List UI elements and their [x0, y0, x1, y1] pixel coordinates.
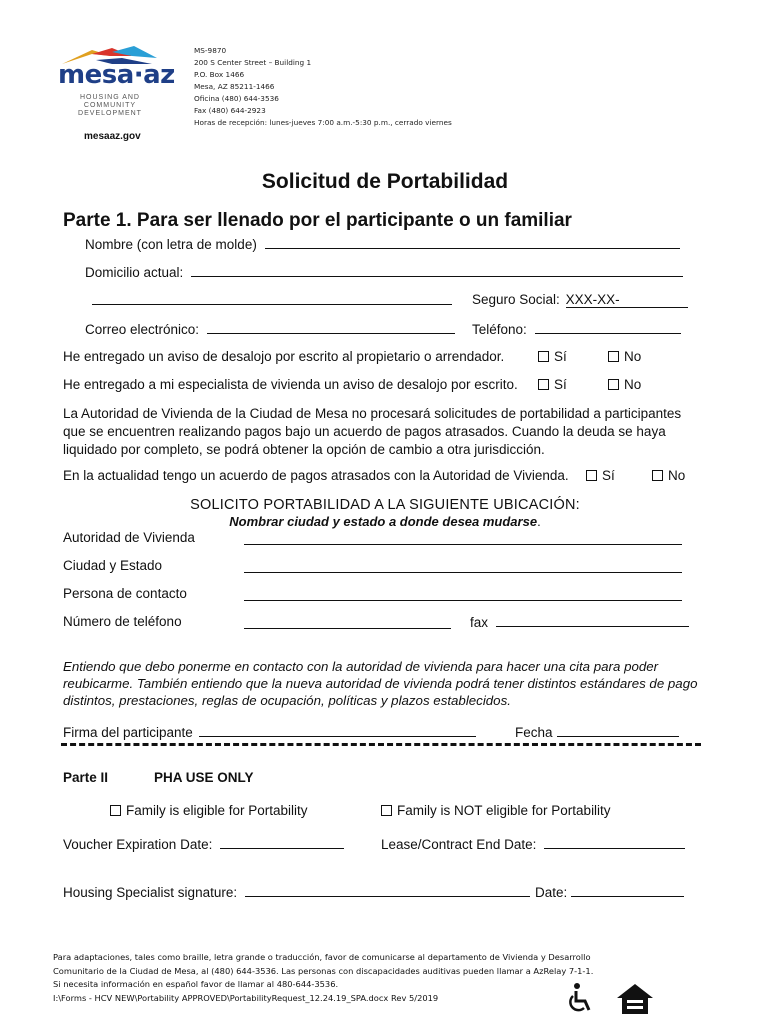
website-link[interactable]: mesaaz.gov [84, 131, 141, 142]
address-line: Oficina (480) 644-3536 [194, 94, 279, 103]
specialist-date-label: Date: [535, 885, 568, 900]
contact-field[interactable] [244, 588, 682, 601]
fax-row [470, 614, 689, 630]
eligible-option[interactable] [110, 803, 308, 818]
lease-row [381, 836, 685, 852]
equal-housing-icon [615, 982, 655, 1027]
specialist-row [63, 884, 530, 900]
checkbox[interactable] [652, 470, 663, 481]
no-label: No [624, 377, 642, 392]
yes-label: Sí [602, 468, 615, 483]
email-field[interactable] [207, 321, 455, 334]
wheelchair-accessibility-icon [565, 982, 595, 1021]
address-line: Fax (480) 644-2923 [194, 106, 266, 115]
address-line: P.O. Box 1466 [194, 70, 245, 79]
q2-no-option[interactable] [608, 377, 641, 392]
footer-line: I:\Forms - HCV NEW\Portability APPROVED\PortabilityRequest_12.24.19_SPA.docx Rev 5/2019 [53, 992, 439, 1003]
request-subheading [0, 514, 770, 529]
address-line2-row [92, 292, 452, 308]
q1-no-option[interactable] [608, 349, 641, 364]
address-field[interactable] [191, 264, 683, 277]
yes-label: Sí [554, 377, 567, 392]
understanding-paragraph: Entiendo que debo ponerme en contacto con la autoridad de vivienda para hacer una cita para poder reubicarme. También entiendo que la nueva autoridad de vivienda podrá tener distintos estándares de pago distintos, prestaciones, reglas de ocupación, políticas y plazos establecidos. [63, 659, 698, 708]
request-subheading-dot: . [537, 514, 541, 529]
part1-heading: Parte 1. Para ser llenado por el participante o un familiar [63, 210, 572, 231]
city-state-field[interactable] [244, 560, 682, 573]
date-row [515, 724, 679, 740]
signature-label: Firma del participante [63, 725, 193, 740]
footer-line: Comunitario de la Ciudad de Mesa, al (480) 644-3536. Las personas con discapacidades auditivas pueden llamar a AzRelay 7-1-1. [53, 965, 594, 976]
voucher-row [63, 836, 344, 852]
housing-authority-field[interactable] [244, 532, 682, 545]
phone-number-label: Número de teléfono [63, 614, 182, 629]
address-row [85, 264, 683, 280]
ssn-value: XXX-XX- [565, 292, 620, 307]
address-block [194, 45, 452, 129]
pha-use-only-label: PHA USE ONLY [154, 770, 254, 785]
request-subheading-text: Nombrar ciudad y estado a donde desea mudarse [229, 514, 538, 529]
date-label: Fecha [515, 725, 553, 740]
fax-field[interactable] [496, 614, 689, 627]
q3-no-option[interactable] [652, 468, 685, 483]
contact-label: Persona de contacto [63, 586, 187, 601]
q2-yes-option[interactable] [538, 377, 567, 392]
name-field[interactable] [265, 236, 680, 249]
lease-label: Lease/Contract End Date: [381, 837, 537, 852]
footer-notes [53, 951, 593, 1005]
phone-row [472, 321, 681, 337]
mesa-logo [52, 44, 175, 144]
address-line2-field[interactable] [92, 292, 452, 305]
address-line: Horas de recepción: lunes-jueves 7:00 a.m.-5:30 p.m., cerrado viernes [194, 118, 452, 127]
separator-dashed-line [61, 743, 701, 746]
checkbox[interactable] [586, 470, 597, 481]
address-line: Mesa, AZ 85211-1466 [194, 82, 275, 91]
footer-line: Si necesita información en español favor de llamar al 480-644-3536. [53, 979, 339, 989]
specialist-date-row [535, 884, 684, 900]
voucher-field[interactable] [220, 836, 344, 849]
ssn-field[interactable] [566, 292, 688, 308]
address-line: MS-9870 [194, 46, 227, 55]
checkbox[interactable] [608, 379, 619, 390]
q2-text: He entregado a mi especialista de vivienda un aviso de desalojo por escrito. [63, 377, 518, 392]
checkbox[interactable] [608, 351, 619, 362]
name-label: Nombre (con letra de molde) [85, 237, 257, 252]
ssn-label: Seguro Social: [472, 292, 560, 307]
checkbox[interactable] [538, 379, 549, 390]
checkbox[interactable] [110, 805, 121, 816]
footer-line: Para adaptaciones, tales como braille, letra grande o traducción, favor de comunicarse al departamento de Vivienda y Desarrollo [53, 952, 591, 962]
email-label: Correo electrónico: [85, 322, 200, 337]
logo-wordmark: mesa·az [58, 60, 175, 90]
checkbox[interactable] [381, 805, 392, 816]
part2-heading: Parte II [63, 770, 109, 785]
phone-label: Teléfono: [472, 322, 527, 337]
specialist-field[interactable] [245, 884, 530, 897]
specialist-label: Housing Specialist signature: [63, 885, 238, 900]
not-eligible-label: Family is NOT eligible for Portability [397, 803, 611, 818]
q1-yes-option[interactable] [538, 349, 567, 364]
phone-field[interactable] [535, 321, 681, 334]
page-title: Solicitud de Portabilidad [261, 170, 509, 193]
logo-subtitle: HOUSING AND COMMUNITY DEVELOPMENT [78, 94, 142, 117]
address-label: Domicilio actual: [85, 265, 184, 280]
signature-field[interactable] [199, 724, 476, 737]
address-line: 200 S Center Street – Building 1 [194, 58, 312, 67]
checkbox[interactable] [538, 351, 549, 362]
yes-label: Sí [554, 349, 567, 364]
ssn-row [472, 292, 688, 308]
phone-number-field[interactable] [244, 616, 451, 629]
not-eligible-option[interactable] [381, 803, 611, 818]
housing-authority-label: Autoridad de Vivienda [63, 530, 195, 545]
voucher-label: Voucher Expiration Date: [63, 837, 213, 852]
no-label: No [668, 468, 686, 483]
q1-text: He entregado un aviso de desalojo por escrito al propietario o arrendador. [63, 349, 505, 364]
date-field[interactable] [557, 724, 679, 737]
name-row [85, 236, 680, 252]
notice-paragraph: La Autoridad de Vivienda de la Ciudad de Mesa no procesará solicitudes de portabilidad a participantes que se encuentren realizando pagos bajo un acuerdo de pagos atrasados. Cuando la deuda se haya liquidado por completo, se podrá obtener la opción de cambio a otra jurisdicción. [63, 406, 682, 457]
eligible-label: Family is eligible for Portability [126, 803, 308, 818]
lease-field[interactable] [544, 836, 685, 849]
city-state-label: Ciudad y Estado [63, 558, 163, 573]
q3-text: En la actualidad tengo un acuerdo de pagos atrasados con la Autoridad de Vivienda. [63, 468, 569, 483]
q3-yes-option[interactable] [586, 468, 615, 483]
specialist-date-field[interactable] [571, 884, 684, 897]
no-label: No [624, 349, 642, 364]
fax-label: fax [470, 615, 489, 630]
request-heading: SOLICITO PORTABILIDAD A LA SIGUIENTE UBICACIÓN: [190, 497, 580, 513]
signature-row [63, 724, 476, 740]
email-row [85, 321, 455, 337]
